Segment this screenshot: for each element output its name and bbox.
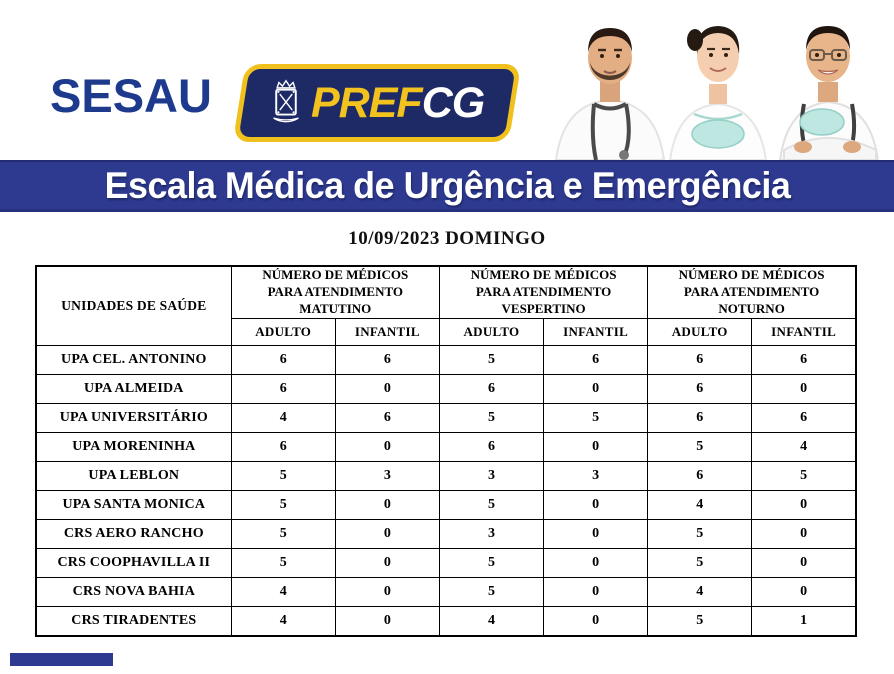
doctor-count-cell: 6	[231, 432, 335, 461]
subcolumn-header-adulto: ADULTO	[648, 318, 752, 345]
unit-column-header: UNIDADES DE SAÚDE	[36, 266, 231, 345]
doctor-count-cell: 0	[544, 606, 648, 636]
doctor-count-cell: 0	[544, 374, 648, 403]
doctor-count-cell: 0	[544, 548, 648, 577]
doctor-count-cell: 6	[648, 374, 752, 403]
doctor-count-cell: 0	[544, 577, 648, 606]
footer-accent-bar	[10, 653, 113, 666]
doctor-count-cell: 5	[648, 606, 752, 636]
group-header-line: PARA ATENDIMENTO	[475, 283, 612, 299]
doctor-count-cell: 6	[752, 403, 856, 432]
unit-name-cell: UPA SANTA MONICA	[36, 490, 231, 519]
unit-name-cell: CRS COOPHAVILLA II	[36, 548, 231, 577]
table-header-row-groups	[36, 266, 856, 318]
table-row	[36, 374, 856, 403]
doctor-count-cell: 6	[439, 432, 543, 461]
doctor-count-cell: 6	[231, 374, 335, 403]
doctor-count-cell: 4	[231, 606, 335, 636]
doctor-count-cell: 4	[231, 577, 335, 606]
doctor-count-cell: 6	[335, 403, 439, 432]
doctor-count-cell: 0	[544, 432, 648, 461]
table-row	[36, 519, 856, 548]
header	[0, 0, 894, 160]
doctor-count-cell: 3	[439, 461, 543, 490]
doctor-count-cell: 5	[439, 577, 543, 606]
unit-name-cell: UPA CEL. ANTONINO	[36, 345, 231, 374]
group-header-line: NÚMERO DE MÉDICOS	[678, 267, 825, 282]
subcolumn-header-adulto: ADULTO	[231, 318, 335, 345]
table-row	[36, 461, 856, 490]
campo-grande-crest-icon	[270, 78, 302, 128]
group-header-line: NÚMERO DE MÉDICOS	[262, 267, 409, 282]
doctor-count-cell: 5	[648, 548, 752, 577]
doctor-count-cell: 0	[544, 490, 648, 519]
unit-name-cell: UPA LEBLON	[36, 461, 231, 490]
doctors-photo	[522, 0, 894, 160]
doctor-count-cell: 6	[231, 345, 335, 374]
doctor-count-cell: 1	[752, 606, 856, 636]
subcolumn-header-adulto: ADULTO	[439, 318, 543, 345]
date-heading: 10/09/2023 DOMINGO	[348, 228, 546, 249]
doctor-count-cell: 0	[335, 606, 439, 636]
doctor-count-cell: 5	[752, 461, 856, 490]
doctor-count-cell: 0	[752, 577, 856, 606]
unit-name-cell: UPA UNIVERSITÁRIO	[36, 403, 231, 432]
doctor-count-cell: 3	[439, 519, 543, 548]
doctor-count-cell: 4	[439, 606, 543, 636]
doctor-count-cell: 5	[648, 519, 752, 548]
unit-name-cell: UPA MORENINHA	[36, 432, 231, 461]
doctor-count-cell: 0	[335, 548, 439, 577]
doctor-count-cell: 3	[335, 461, 439, 490]
title-banner	[0, 160, 894, 212]
table-row	[36, 548, 856, 577]
doctor-count-cell: 5	[544, 403, 648, 432]
doctor-count-cell: 0	[752, 374, 856, 403]
table-row	[36, 490, 856, 519]
table-row	[36, 403, 856, 432]
doctor-count-cell: 0	[752, 519, 856, 548]
unit-name-cell: CRS TIRADENTES	[36, 606, 231, 636]
doctor-count-cell: 5	[231, 490, 335, 519]
doctor-count-cell: 4	[231, 403, 335, 432]
cg-text: CG	[421, 78, 485, 127]
doctor-count-cell: 0	[544, 519, 648, 548]
doctor-count-cell: 4	[752, 432, 856, 461]
schedule-table	[35, 265, 857, 637]
doctor-count-cell: 5	[231, 548, 335, 577]
doctor-count-cell: 5	[231, 519, 335, 548]
prefcg-logo	[233, 64, 521, 142]
group-header-line: NÚMERO DE MÉDICOS	[470, 267, 617, 282]
doctor-count-cell: 6	[648, 461, 752, 490]
group-header-line: MATUTINO	[299, 300, 372, 316]
group-header-line: PARA ATENDIMENTO	[683, 283, 820, 299]
doctor-count-cell: 0	[335, 374, 439, 403]
group-header-vespertino	[439, 266, 647, 318]
table-row	[36, 432, 856, 461]
page-title: Escala Médica de Urgência e Emergência	[104, 164, 790, 206]
doctor-count-cell: 5	[648, 432, 752, 461]
doctor-count-cell: 4	[648, 577, 752, 606]
subcolumn-header-infantil: INFANTIL	[752, 318, 856, 345]
pref-text: PREF	[310, 78, 422, 127]
group-header-line: NOTURNO	[718, 300, 785, 316]
doctor-count-cell: 0	[335, 519, 439, 548]
unit-name-cell: UPA ALMEIDA	[36, 374, 231, 403]
doctor-count-cell: 0	[335, 490, 439, 519]
doctor-count-cell: 5	[231, 461, 335, 490]
doctor-count-cell: 6	[439, 374, 543, 403]
group-header-line: PARA ATENDIMENTO	[267, 283, 404, 299]
doctor-count-cell: 5	[439, 403, 543, 432]
group-header-matutino	[231, 266, 439, 318]
table-row	[36, 345, 856, 374]
subcolumn-header-infantil: INFANTIL	[335, 318, 439, 345]
prefcg-wordmark	[311, 79, 484, 128]
doctor-count-cell: 0	[752, 548, 856, 577]
doctor-count-cell: 0	[752, 490, 856, 519]
sesau-logo: SESAU	[50, 69, 212, 122]
doctor-count-cell: 3	[544, 461, 648, 490]
schedule-table-body	[36, 345, 856, 636]
unit-name-cell: CRS NOVA BAHIA	[36, 577, 231, 606]
doctor-count-cell: 5	[439, 345, 543, 374]
doctor-count-cell: 6	[648, 403, 752, 432]
doctor-count-cell: 6	[544, 345, 648, 374]
unit-name-cell: CRS AERO RANCHO	[36, 519, 231, 548]
doctor-count-cell: 0	[335, 577, 439, 606]
doctor-count-cell: 6	[752, 345, 856, 374]
table-row	[36, 577, 856, 606]
subcolumn-header-infantil: INFANTIL	[544, 318, 648, 345]
prefcg-logo-content	[270, 78, 484, 128]
doctor-count-cell: 0	[335, 432, 439, 461]
table-row	[36, 606, 856, 636]
doctor-count-cell: 5	[439, 490, 543, 519]
doctor-count-cell: 6	[648, 345, 752, 374]
doctor-count-cell: 4	[648, 490, 752, 519]
group-header-line: VESPERTINO	[501, 300, 586, 316]
group-header-noturno	[648, 266, 856, 318]
doctor-count-cell: 6	[335, 345, 439, 374]
doctor-count-cell: 5	[439, 548, 543, 577]
